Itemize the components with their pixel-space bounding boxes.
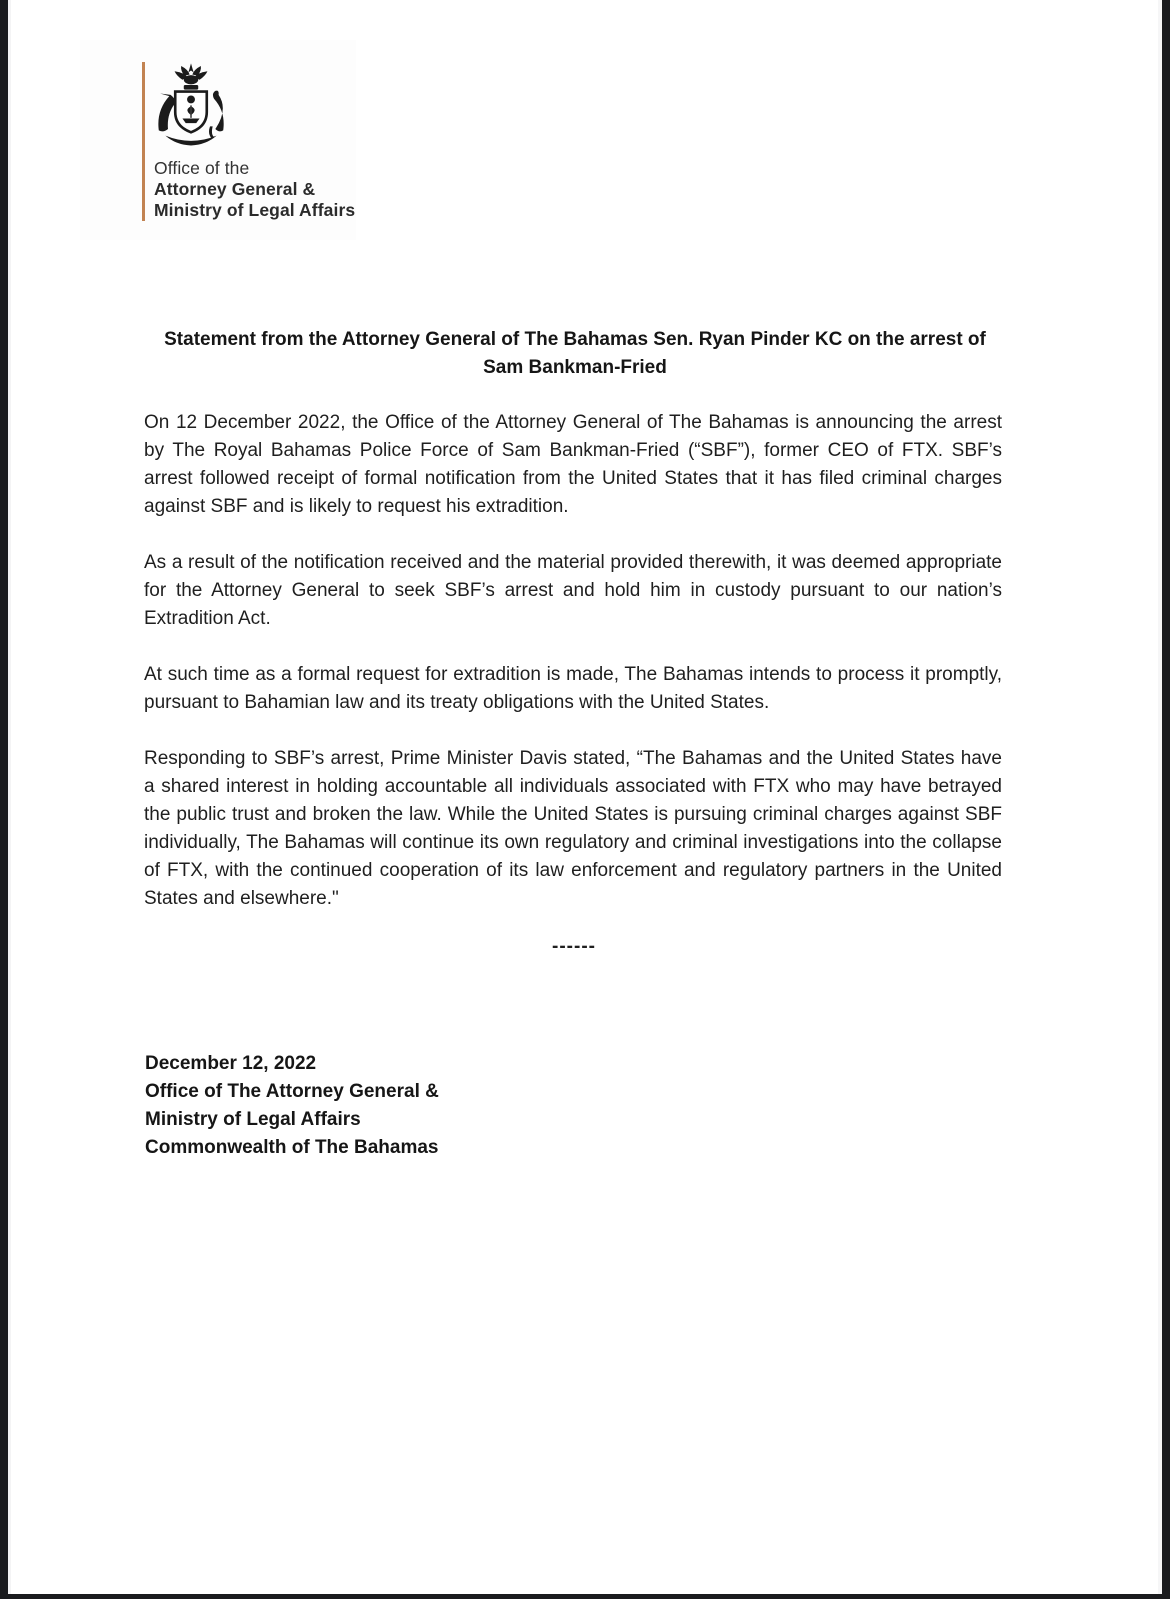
page-edge-highlight-left	[8, 0, 11, 1599]
section-separator: ------	[552, 936, 596, 957]
screen-bezel-right	[1162, 0, 1170, 1599]
statement-paragraph-2: As a result of the notification received and the material provided therewith, it was deemed appropriate for the Attorney General to seek SBF’s arrest and hold him in custody pursuant to our nation’s Extradition Act.	[144, 552, 1002, 629]
bahamas-coat-of-arms-icon	[154, 62, 355, 154]
screen-bezel-bottom	[0, 1594, 1170, 1599]
signature-block	[145, 1050, 439, 1162]
letterhead-line-ministry: Ministry of Legal Affairs	[154, 200, 356, 220]
signature-ministry: Ministry of Legal Affairs	[145, 1109, 361, 1130]
letterhead	[80, 40, 356, 240]
screen-bezel-left	[0, 0, 8, 1599]
letterhead-inner	[142, 62, 355, 221]
statement-title: Statement from the Attorney General of The Bahamas Sen. Ryan Pinder KC on the arrest of Sam Bankman-Fried	[164, 329, 986, 378]
statement-paragraph-1: On 12 December 2022, the Office of the Attorney General of The Bahamas is announcing the arrest by The Royal Bahamas Police Force of Sam Bankman-Fried (“SBF”), former CEO of FTX. SBF’s arrest followed receipt of formal notification from the United States that it has filed criminal charges against SBF and is likely to request his extradition.	[144, 412, 1002, 517]
signature-commonwealth: Commonwealth of The Bahamas	[145, 1137, 439, 1158]
statement-paragraph-4: Responding to SBF’s arrest, Prime Minister Davis stated, “The Bahamas and the United States have a shared interest in holding accountable all individuals associated with FTX who may have betrayed the public trust and broken the law. While the United States is pursuing criminal charges against SBF individually, The Bahamas will continue its own regulatory and criminal investigations into the collapse of FTX, with the continued cooperation of its law enforcement and regulatory partners in the United States and elsewhere."	[144, 748, 1002, 909]
letterhead-line-office: Office of the	[154, 158, 250, 178]
signature-date: December 12, 2022	[145, 1053, 317, 1074]
letterhead-line-attorney-general: Attorney General &	[154, 179, 316, 199]
signature-office: Office of The Attorney General &	[145, 1081, 439, 1102]
statement-body	[144, 409, 1002, 941]
statement-paragraph-3: At such time as a formal request for extradition is made, The Bahamas intends to process it promptly, pursuant to Bahamian law and its treaty obligations with the United States.	[144, 664, 1002, 713]
